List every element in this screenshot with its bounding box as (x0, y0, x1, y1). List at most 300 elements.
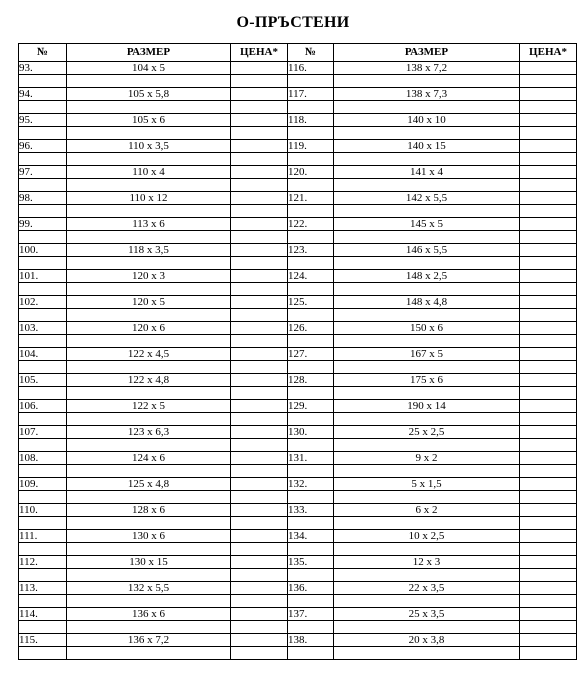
table-spacer-row (19, 387, 577, 400)
row-num-left: 100. (19, 244, 67, 257)
table-row (19, 452, 577, 465)
spacer-cell (19, 153, 67, 166)
table-spacer-row (19, 101, 577, 114)
spacer-cell (288, 569, 334, 582)
spacer-cell (19, 101, 67, 114)
spacer-cell (19, 621, 67, 634)
spacer-cell (520, 361, 577, 374)
row-price-right (520, 504, 577, 517)
row-size-right: 140 x 15 (334, 140, 520, 153)
row-num-right: 133. (288, 504, 334, 517)
row-size-right: 167 x 5 (334, 348, 520, 361)
spacer-cell (334, 439, 520, 452)
spacer-cell (288, 621, 334, 634)
o-ring-table (18, 43, 577, 660)
spacer-cell (520, 543, 577, 556)
row-price-right (520, 426, 577, 439)
spacer-cell (520, 621, 577, 634)
row-price-left (231, 140, 288, 153)
spacer-cell (19, 257, 67, 270)
spacer-cell (67, 257, 231, 270)
row-num-left: 98. (19, 192, 67, 205)
row-price-right (520, 166, 577, 179)
row-price-right (520, 374, 577, 387)
row-num-left: 107. (19, 426, 67, 439)
spacer-cell (231, 595, 288, 608)
spacer-cell (288, 491, 334, 504)
spacer-cell (334, 335, 520, 348)
spacer-cell (520, 179, 577, 192)
spacer-cell (334, 465, 520, 478)
row-size-right: 6 x 2 (334, 504, 520, 517)
table-spacer-row (19, 439, 577, 452)
spacer-cell (334, 101, 520, 114)
spacer-cell (19, 231, 67, 244)
spacer-cell (334, 283, 520, 296)
table-spacer-row (19, 75, 577, 88)
row-num-right: 138. (288, 634, 334, 647)
table-row (19, 478, 577, 491)
spacer-cell (334, 205, 520, 218)
spacer-cell (67, 335, 231, 348)
row-size-left: 122 x 5 (67, 400, 231, 413)
row-size-right: 25 x 2,5 (334, 426, 520, 439)
row-size-left: 120 x 3 (67, 270, 231, 283)
row-price-right (520, 218, 577, 231)
row-price-left (231, 504, 288, 517)
spacer-cell (334, 361, 520, 374)
table-row (19, 62, 577, 75)
row-price-right (520, 452, 577, 465)
row-price-left (231, 114, 288, 127)
table-spacer-row (19, 205, 577, 218)
table-row (19, 192, 577, 205)
row-size-left: 130 x 6 (67, 530, 231, 543)
row-size-right: 141 x 4 (334, 166, 520, 179)
row-num-left: 106. (19, 400, 67, 413)
spacer-cell (67, 413, 231, 426)
table-spacer-row (19, 595, 577, 608)
row-price-right (520, 634, 577, 647)
row-size-right: 25 x 3,5 (334, 608, 520, 621)
table-spacer-row (19, 621, 577, 634)
spacer-cell (19, 439, 67, 452)
spacer-cell (67, 75, 231, 88)
spacer-cell (334, 517, 520, 530)
row-size-right: 148 x 2,5 (334, 270, 520, 283)
row-price-left (231, 348, 288, 361)
spacer-cell (288, 283, 334, 296)
row-size-left: 110 x 4 (67, 166, 231, 179)
spacer-cell (520, 101, 577, 114)
row-price-right (520, 530, 577, 543)
row-price-right (520, 88, 577, 101)
row-price-left (231, 608, 288, 621)
row-num-right: 132. (288, 478, 334, 491)
table-row (19, 426, 577, 439)
spacer-cell (67, 491, 231, 504)
spacer-cell (334, 595, 520, 608)
spacer-cell (19, 517, 67, 530)
spacer-cell (231, 361, 288, 374)
header-size-right: РАЗМЕР (334, 44, 520, 62)
row-price-right (520, 296, 577, 309)
table-row (19, 530, 577, 543)
spacer-cell (67, 439, 231, 452)
row-size-left: 113 x 6 (67, 218, 231, 231)
row-size-left: 110 x 12 (67, 192, 231, 205)
row-size-left: 128 x 6 (67, 504, 231, 517)
spacer-cell (520, 387, 577, 400)
spacer-cell (19, 413, 67, 426)
spacer-cell (19, 205, 67, 218)
spacer-cell (334, 647, 520, 660)
table-spacer-row (19, 283, 577, 296)
row-size-right: 12 x 3 (334, 556, 520, 569)
table-row (19, 634, 577, 647)
row-num-right: 130. (288, 426, 334, 439)
spacer-cell (520, 413, 577, 426)
row-num-left: 93. (19, 62, 67, 75)
row-price-right (520, 192, 577, 205)
spacer-cell (520, 647, 577, 660)
row-size-left: 120 x 5 (67, 296, 231, 309)
row-num-left: 103. (19, 322, 67, 335)
row-size-left: 130 x 15 (67, 556, 231, 569)
table-row (19, 296, 577, 309)
spacer-cell (67, 179, 231, 192)
spacer-cell (19, 335, 67, 348)
row-num-right: 127. (288, 348, 334, 361)
header-num-left: № (19, 44, 67, 62)
spacer-cell (231, 647, 288, 660)
spacer-cell (520, 517, 577, 530)
spacer-cell (67, 231, 231, 244)
table-row (19, 270, 577, 283)
row-num-left: 109. (19, 478, 67, 491)
table-spacer-row (19, 127, 577, 140)
spacer-cell (231, 413, 288, 426)
spacer-cell (288, 309, 334, 322)
spacer-cell (231, 543, 288, 556)
row-price-left (231, 296, 288, 309)
row-num-right: 131. (288, 452, 334, 465)
table-spacer-row (19, 257, 577, 270)
row-price-right (520, 322, 577, 335)
spacer-cell (520, 569, 577, 582)
spacer-cell (231, 491, 288, 504)
table-spacer-row (19, 491, 577, 504)
row-price-left (231, 322, 288, 335)
spacer-cell (334, 491, 520, 504)
spacer-cell (19, 595, 67, 608)
row-num-right: 136. (288, 582, 334, 595)
header-row (19, 44, 577, 62)
table-spacer-row (19, 647, 577, 660)
spacer-cell (67, 387, 231, 400)
spacer-cell (231, 205, 288, 218)
row-price-left (231, 166, 288, 179)
row-size-left: 110 x 3,5 (67, 140, 231, 153)
page-title: О-ПРЪСТЕНИ (236, 14, 350, 31)
row-price-left (231, 452, 288, 465)
row-num-left: 115. (19, 634, 67, 647)
spacer-cell (334, 179, 520, 192)
row-size-left: 118 x 3,5 (67, 244, 231, 257)
table-row (19, 608, 577, 621)
spacer-cell (334, 257, 520, 270)
spacer-cell (67, 543, 231, 556)
row-size-right: 150 x 6 (334, 322, 520, 335)
row-num-left: 97. (19, 166, 67, 179)
spacer-cell (288, 257, 334, 270)
spacer-cell (231, 439, 288, 452)
row-price-right (520, 140, 577, 153)
spacer-cell (231, 127, 288, 140)
table-spacer-row (19, 543, 577, 556)
row-num-right: 121. (288, 192, 334, 205)
spacer-cell (19, 491, 67, 504)
row-num-right: 129. (288, 400, 334, 413)
spacer-cell (288, 101, 334, 114)
spacer-cell (288, 179, 334, 192)
table-row (19, 348, 577, 361)
table-spacer-row (19, 413, 577, 426)
spacer-cell (520, 309, 577, 322)
row-size-right: 138 x 7,3 (334, 88, 520, 101)
spacer-cell (334, 387, 520, 400)
spacer-cell (231, 465, 288, 478)
row-price-right (520, 582, 577, 595)
row-size-right: 146 x 5,5 (334, 244, 520, 257)
spacer-cell (334, 231, 520, 244)
spacer-cell (520, 153, 577, 166)
table-spacer-row (19, 231, 577, 244)
table-spacer-row (19, 361, 577, 374)
spacer-cell (520, 439, 577, 452)
spacer-cell (520, 257, 577, 270)
row-num-right: 119. (288, 140, 334, 153)
spacer-cell (231, 75, 288, 88)
row-num-right: 118. (288, 114, 334, 127)
spacer-cell (67, 517, 231, 530)
spacer-cell (231, 101, 288, 114)
spacer-cell (67, 309, 231, 322)
table-spacer-row (19, 179, 577, 192)
spacer-cell (67, 153, 231, 166)
spacer-cell (288, 75, 334, 88)
spacer-cell (288, 465, 334, 478)
table-row (19, 244, 577, 257)
row-size-right: 148 x 4,8 (334, 296, 520, 309)
row-size-right: 5 x 1,5 (334, 478, 520, 491)
table-row (19, 88, 577, 101)
row-size-left: 120 x 6 (67, 322, 231, 335)
spacer-cell (288, 153, 334, 166)
spacer-cell (19, 361, 67, 374)
row-price-left (231, 530, 288, 543)
spacer-cell (231, 517, 288, 530)
row-price-left (231, 426, 288, 439)
row-num-right: 123. (288, 244, 334, 257)
table-row (19, 374, 577, 387)
spacer-cell (231, 257, 288, 270)
row-size-right: 175 x 6 (334, 374, 520, 387)
spacer-cell (19, 465, 67, 478)
table-row (19, 400, 577, 413)
spacer-cell (19, 543, 67, 556)
row-price-right (520, 478, 577, 491)
spacer-cell (520, 205, 577, 218)
row-size-left: 122 x 4,5 (67, 348, 231, 361)
row-num-left: 105. (19, 374, 67, 387)
row-price-right (520, 62, 577, 75)
row-size-right: 190 x 14 (334, 400, 520, 413)
spacer-cell (231, 153, 288, 166)
header-size-left: РАЗМЕР (67, 44, 231, 62)
spacer-cell (231, 569, 288, 582)
row-num-left: 96. (19, 140, 67, 153)
table-spacer-row (19, 569, 577, 582)
table-row (19, 140, 577, 153)
spacer-cell (67, 595, 231, 608)
spacer-cell (67, 283, 231, 296)
spacer-cell (19, 283, 67, 296)
row-num-right: 125. (288, 296, 334, 309)
spacer-cell (288, 543, 334, 556)
spacer-cell (67, 205, 231, 218)
row-price-left (231, 400, 288, 413)
row-num-right: 135. (288, 556, 334, 569)
row-num-right: 117. (288, 88, 334, 101)
table-row (19, 218, 577, 231)
row-price-left (231, 88, 288, 101)
row-price-left (231, 244, 288, 257)
spacer-cell (67, 361, 231, 374)
row-size-right: 10 x 2,5 (334, 530, 520, 543)
row-size-left: 104 x 5 (67, 62, 231, 75)
spacer-cell (231, 283, 288, 296)
row-size-right: 138 x 7,2 (334, 62, 520, 75)
table-spacer-row (19, 465, 577, 478)
spacer-cell (334, 413, 520, 426)
spacer-cell (19, 309, 67, 322)
spacer-cell (288, 335, 334, 348)
row-price-right (520, 348, 577, 361)
row-num-left: 110. (19, 504, 67, 517)
row-size-left: 105 x 5,8 (67, 88, 231, 101)
row-price-left (231, 478, 288, 491)
spacer-cell (231, 179, 288, 192)
row-price-right (520, 608, 577, 621)
spacer-cell (334, 621, 520, 634)
spacer-cell (288, 387, 334, 400)
header-price-left: ЦЕНА* (231, 44, 288, 62)
spacer-cell (67, 621, 231, 634)
table-body (19, 62, 577, 660)
table-row (19, 556, 577, 569)
row-size-left: 122 x 4,8 (67, 374, 231, 387)
spacer-cell (67, 647, 231, 660)
row-price-left (231, 556, 288, 569)
table-spacer-row (19, 517, 577, 530)
row-num-left: 104. (19, 348, 67, 361)
row-size-right: 142 x 5,5 (334, 192, 520, 205)
row-num-right: 122. (288, 218, 334, 231)
table-row (19, 504, 577, 517)
spacer-cell (288, 439, 334, 452)
table-spacer-row (19, 153, 577, 166)
row-num-left: 108. (19, 452, 67, 465)
spacer-cell (288, 205, 334, 218)
spacer-cell (19, 179, 67, 192)
row-size-right: 20 x 3,8 (334, 634, 520, 647)
row-num-left: 111. (19, 530, 67, 543)
spacer-cell (19, 127, 67, 140)
row-num-right: 128. (288, 374, 334, 387)
row-size-left: 136 x 7,2 (67, 634, 231, 647)
spacer-cell (288, 595, 334, 608)
table-row (19, 114, 577, 127)
table-row (19, 582, 577, 595)
row-num-left: 94. (19, 88, 67, 101)
table-spacer-row (19, 309, 577, 322)
spacer-cell (334, 75, 520, 88)
spacer-cell (288, 517, 334, 530)
spacer-cell (520, 595, 577, 608)
row-price-left (231, 374, 288, 387)
table-row (19, 322, 577, 335)
table-row (19, 166, 577, 179)
spacer-cell (520, 283, 577, 296)
row-size-left: 132 x 5,5 (67, 582, 231, 595)
row-size-left: 125 x 4,8 (67, 478, 231, 491)
row-num-right: 116. (288, 62, 334, 75)
spacer-cell (19, 569, 67, 582)
spacer-cell (19, 75, 67, 88)
spacer-cell (231, 231, 288, 244)
row-num-right: 124. (288, 270, 334, 283)
row-size-right: 22 x 3,5 (334, 582, 520, 595)
row-price-left (231, 62, 288, 75)
row-price-left (231, 582, 288, 595)
row-size-right: 140 x 10 (334, 114, 520, 127)
spacer-cell (288, 127, 334, 140)
spacer-cell (334, 309, 520, 322)
row-size-left: 124 x 6 (67, 452, 231, 465)
row-num-right: 126. (288, 322, 334, 335)
row-num-left: 113. (19, 582, 67, 595)
table-spacer-row (19, 335, 577, 348)
row-size-left: 123 x 6,3 (67, 426, 231, 439)
spacer-cell (334, 153, 520, 166)
spacer-cell (231, 309, 288, 322)
row-num-left: 95. (19, 114, 67, 127)
spacer-cell (67, 569, 231, 582)
row-price-right (520, 400, 577, 413)
row-size-left: 105 x 6 (67, 114, 231, 127)
row-num-left: 99. (19, 218, 67, 231)
spacer-cell (67, 127, 231, 140)
header-num-right: № (288, 44, 334, 62)
spacer-cell (520, 127, 577, 140)
row-size-right: 9 x 2 (334, 452, 520, 465)
row-price-left (231, 634, 288, 647)
row-price-left (231, 192, 288, 205)
row-price-right (520, 114, 577, 127)
spacer-cell (288, 647, 334, 660)
row-num-left: 101. (19, 270, 67, 283)
